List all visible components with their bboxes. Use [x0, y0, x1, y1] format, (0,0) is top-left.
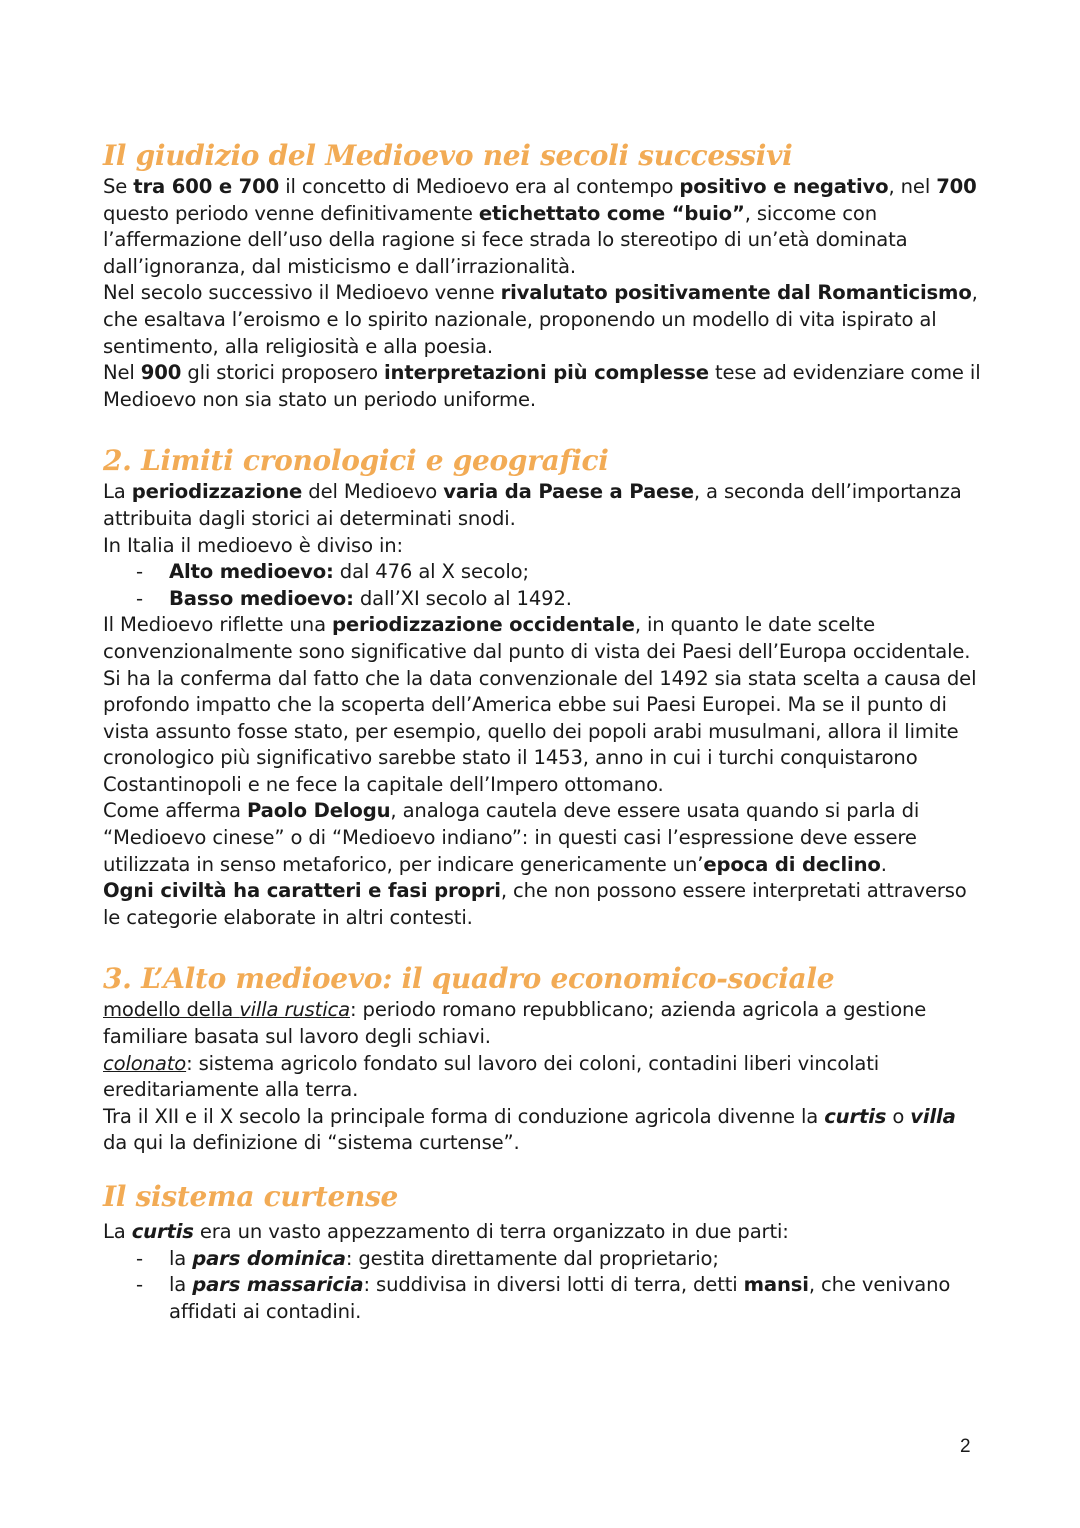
text-run: 900	[140, 361, 182, 385]
text-run: : suddivisa in diversi lotti di terra, detti	[363, 1273, 744, 1297]
text-run: : sistema agricolo fondato sul lavoro dei coloni, contadini liberi vincolati ereditariamente alla terra.	[103, 1051, 880, 1102]
text-run: Nel secolo successivo il Medioevo venne	[103, 281, 501, 305]
text-run: gli storici proposero	[181, 361, 384, 385]
text-run: villa rustica	[239, 998, 350, 1022]
text-run: , in quanto le date scelte convenzionalmente sono significative dal punto di vista dei Paesi dell’Europa occidentale.	[103, 613, 971, 663]
text-run: modello della	[103, 998, 240, 1022]
paragraph	[103, 798, 983, 878]
text-run: Ogni civiltà ha caratteri e fasi propri	[103, 879, 501, 903]
text-run: positivo e negativo	[679, 175, 889, 198]
text-run: questo periodo venne definitivamente	[103, 201, 479, 225]
text-run: Basso medioevo:	[169, 586, 354, 610]
text-run: tra 600 e 700	[133, 175, 280, 198]
text-run: dal 476 al X secolo;	[333, 560, 529, 584]
list-item: - Basso medioevo: dall’XI secolo al 1492.	[136, 586, 572, 610]
text-run: rivalutato positivamente dal Romanticismo	[500, 281, 972, 305]
bullet-list	[103, 1246, 983, 1326]
section-limiti	[103, 443, 983, 931]
text-run: Come afferma	[103, 799, 247, 823]
text-run: curtis	[131, 1220, 194, 1243]
text-run: Paolo Delogu	[246, 799, 391, 823]
section-title: Il giudizio del Medioevo nei secoli successivi	[103, 139, 793, 172]
paragraph	[103, 612, 983, 665]
section-alto-medioevo	[103, 961, 983, 1157]
text-run: Tra il XII e il X secolo la principale forma di conduzione agricola divenne la	[103, 1104, 825, 1128]
text-run: da qui la definizione di “sistema curtense”.	[103, 1131, 520, 1155]
text-run: , che non possono essere interpretati attraverso le categorie elaborate in altri contesti.	[103, 879, 967, 929]
text-run: epoca di declino	[703, 852, 881, 876]
document-page	[103, 138, 983, 1353]
text-run: la	[169, 1273, 193, 1297]
text-run: colonato	[103, 1051, 187, 1075]
text-run: varia da Paese a Paese	[443, 480, 694, 504]
text-run: Se	[103, 175, 134, 198]
text-run: etichettato come “buio”	[478, 201, 745, 225]
paragraph	[103, 878, 983, 931]
paragraph	[103, 280, 983, 360]
text-run: , che esaltava l’eroismo e lo spirito nazionale, proponendo un modello di vita ispirato al sentimento, alla religiosità e alla poesia.	[103, 281, 978, 358]
text-run: del Medioevo	[302, 480, 444, 504]
text-run: periodizzazione occidentale	[332, 613, 635, 637]
list-item-text	[169, 1247, 719, 1270]
paragraph	[103, 533, 983, 560]
text-run: 700	[936, 175, 977, 198]
text-run: era un vasto appezzamento di terra organizzato in due parti:	[193, 1220, 789, 1243]
paragraph	[103, 360, 983, 413]
list-item-text	[169, 1273, 950, 1323]
text-run: Alto medioevo:	[169, 560, 334, 584]
text-run: tese ad evidenziare come il Medioevo non sia stato un periodo uniforme.	[103, 361, 981, 411]
text-run: o	[886, 1104, 911, 1128]
paragraph	[103, 1051, 983, 1104]
text-run: In Italia il medioevo è diviso in:	[103, 533, 404, 557]
list-item-text	[169, 587, 572, 610]
section-giudizio	[103, 138, 983, 413]
text-run: Nel	[103, 361, 141, 385]
text-run: Il Medioevo riflette una	[103, 613, 333, 637]
text-run: il concetto di Medioevo era al contempo	[279, 175, 680, 198]
text-run: .	[880, 852, 887, 876]
page-number: 2	[960, 1436, 971, 1457]
text-run: pars massaricia	[192, 1273, 364, 1297]
text-run: : gestita direttamente dal proprietario;	[345, 1246, 719, 1270]
paragraph	[103, 174, 983, 280]
text-run: interpretazioni più complesse	[383, 361, 709, 385]
paragraph	[103, 1219, 983, 1246]
list-item: - la pars dominica: gestita direttamente dal proprietario;	[136, 1246, 719, 1270]
list-item: - la pars massaricia: suddivisa in diversi lotti di terra, detti mansi, che venivano affidati ai contadini.	[136, 1273, 951, 1323]
section-title: 3. L’Alto medioevo: il quadro economico-sociale	[103, 962, 835, 996]
paragraph	[103, 666, 983, 799]
text-run: : periodo romano repubblicano; azienda agricola a gestione familiare basata sul lavoro degli schiavi.	[103, 998, 927, 1049]
paragraph	[103, 997, 983, 1050]
text-run: , che venivano affidati ai contadini.	[169, 1273, 951, 1323]
text-run: dall’XI secolo al 1492.	[353, 586, 572, 610]
text-run: pars dominica	[192, 1246, 346, 1270]
text-run: mansi	[743, 1273, 809, 1297]
list-item: - Alto medioevo: dal 476 al X secolo;	[136, 560, 529, 584]
text-run: , siccome con l’affermazione dell’uso della ragione si fece strada lo stereotipo di un’età dominata dall’ignoranza, dal misticismo e dall’irrazionalità.	[103, 201, 908, 278]
paragraph	[103, 1104, 983, 1157]
text-run: , analoga cautela deve essere usata quando si parla di “Medioevo cinese” o di “Medioevo indiano”: in questi casi l’espressione deve essere utilizzata in senso metaforico, per indicare genericamente un’	[103, 799, 920, 876]
text-run: la	[169, 1246, 193, 1270]
list-item-text	[169, 560, 529, 583]
text-run: periodizzazione	[131, 480, 303, 504]
text-run: La	[103, 1220, 132, 1243]
text-run: villa	[910, 1104, 956, 1128]
text-run: Si ha la conferma dal fatto che la data convenzionale del 1492 sia stata scelta a causa del profondo impatto che la scoperta dell’America ebbe sui Paesi Europei. Ma se il punto di vista assunto fosse stato, per esempio, quello dei popoli arabi musulmani, allora il limite cronologico più significativo sarebbe stato il 1453, anno in cui i turchi conquistarono Costantinopoli e ne fece la capitale dell’Impero ottomano.	[103, 666, 977, 796]
text-run: , a seconda dell’importanza attribuita dagli storici ai determinati snodi.	[103, 480, 962, 530]
bullet-list	[103, 559, 983, 612]
text-run: , nel	[888, 175, 937, 198]
text-run: curtis	[824, 1104, 887, 1128]
text-run: La	[103, 480, 132, 504]
paragraph	[103, 479, 983, 532]
section-title: 2. Limiti cronologici e geografici	[103, 444, 609, 478]
section-title: Il sistema curtense	[103, 1180, 399, 1213]
section-sistema-curtense	[103, 1179, 983, 1325]
